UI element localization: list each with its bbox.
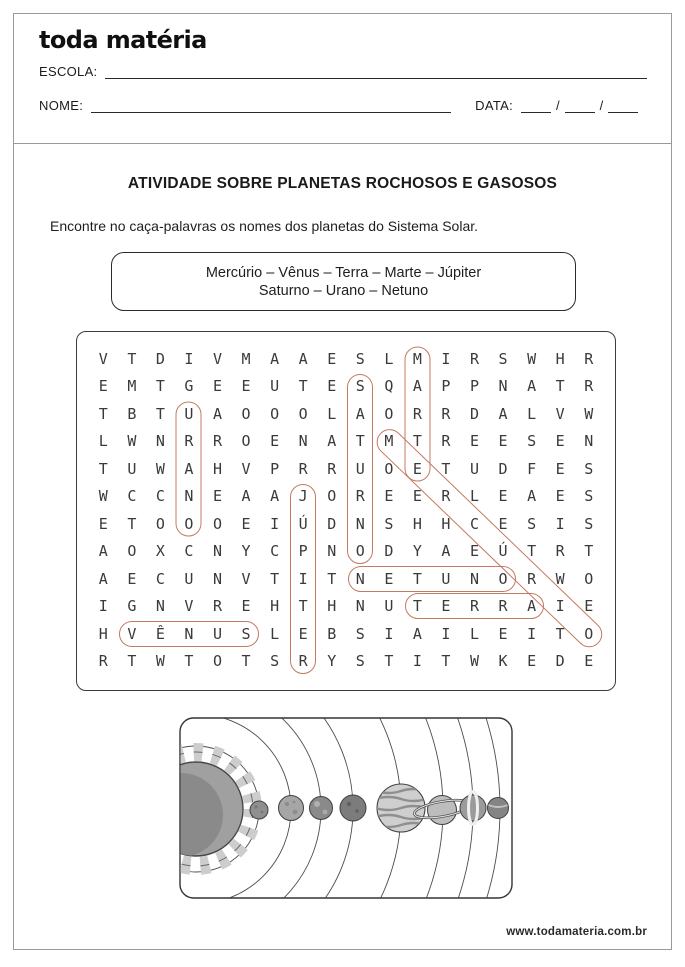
grid-letter: L bbox=[98, 432, 108, 451]
grid-letter: A bbox=[298, 349, 308, 368]
page-border bbox=[13, 13, 672, 950]
grid-letter: T bbox=[298, 377, 308, 396]
grid-letter: L bbox=[527, 404, 537, 423]
grid-letter: W bbox=[155, 652, 165, 671]
grid-letter: T bbox=[412, 597, 422, 616]
grid-letter: I bbox=[555, 597, 565, 616]
grid-letter: S bbox=[527, 514, 537, 533]
grid-letter: I bbox=[555, 514, 565, 533]
grid-letter: U bbox=[469, 459, 479, 478]
grid-letter: N bbox=[184, 624, 194, 643]
grid-letter: W bbox=[584, 404, 594, 423]
grid-letter: T bbox=[184, 652, 194, 671]
grid-letter: T bbox=[555, 377, 565, 396]
grid-letter: T bbox=[412, 432, 422, 451]
grid-letter: V bbox=[184, 597, 194, 616]
grid-letter: E bbox=[298, 624, 308, 643]
grid-letter: V bbox=[212, 349, 222, 368]
grid-letter: O bbox=[155, 514, 165, 533]
planet-earth-icon bbox=[310, 797, 333, 820]
grid-letter: S bbox=[584, 459, 594, 478]
date-slash: / bbox=[555, 98, 560, 113]
grid-letter: A bbox=[527, 487, 537, 506]
grid-letter: W bbox=[469, 652, 479, 671]
word-bank-line-1: Mercúrio – Vênus – Terra – Marte – Júpiter bbox=[205, 264, 482, 281]
grid-letter: F bbox=[527, 459, 537, 478]
grid-letter: E bbox=[412, 487, 422, 506]
grid-letter: A bbox=[498, 404, 508, 423]
grid-letter: E bbox=[384, 569, 394, 588]
grid-letter: H bbox=[212, 459, 222, 478]
name-label: NOME: bbox=[39, 98, 84, 113]
grid-letter: T bbox=[155, 377, 165, 396]
grid-letter: R bbox=[441, 487, 451, 506]
grid-letter: M bbox=[241, 349, 251, 368]
grid-letter: D bbox=[555, 652, 565, 671]
grid-letter: R bbox=[584, 349, 594, 368]
grid-letter: A bbox=[527, 597, 537, 616]
brand-logo: toda matéria bbox=[39, 26, 207, 54]
grid-letter: A bbox=[184, 459, 194, 478]
grid-letter: O bbox=[327, 487, 337, 506]
grid-letter: S bbox=[584, 487, 594, 506]
grid-letter: C bbox=[469, 514, 479, 533]
planet-neptune-icon bbox=[488, 798, 509, 819]
grid-letter: O bbox=[498, 569, 508, 588]
grid-letter: S bbox=[355, 377, 365, 396]
grid-letter: T bbox=[412, 569, 422, 588]
word-bank-box bbox=[111, 252, 576, 311]
grid-letter: N bbox=[155, 432, 165, 451]
grid-letter: N bbox=[498, 377, 508, 396]
grid-letter: L bbox=[384, 349, 394, 368]
grid-letter: E bbox=[241, 377, 251, 396]
grid-letter: S bbox=[241, 624, 251, 643]
grid-letter: D bbox=[384, 542, 394, 561]
grid-letter: W bbox=[127, 432, 137, 451]
grid-letter: I bbox=[384, 624, 394, 643]
grid-letter: U bbox=[127, 459, 137, 478]
grid-letter: E bbox=[555, 487, 565, 506]
grid-letter: W bbox=[555, 569, 565, 588]
grid-letter: R bbox=[212, 597, 222, 616]
grid-letter: D bbox=[498, 459, 508, 478]
grid-letter: A bbox=[327, 432, 337, 451]
grid-letter: R bbox=[584, 377, 594, 396]
grid-letter: T bbox=[155, 404, 165, 423]
grid-letter: N bbox=[469, 569, 479, 588]
grid-letter: D bbox=[469, 404, 479, 423]
grid-letter: V bbox=[127, 624, 137, 643]
grid-letter: C bbox=[155, 487, 165, 506]
date-day-line[interactable] bbox=[521, 97, 551, 113]
grid-letter: C bbox=[155, 569, 165, 588]
grid-letter: U bbox=[355, 459, 365, 478]
grid-letter: O bbox=[212, 652, 222, 671]
grid-letter: R bbox=[527, 569, 537, 588]
grid-letter: S bbox=[498, 349, 508, 368]
grid-letter: T bbox=[98, 459, 108, 478]
grid-letter: R bbox=[498, 597, 508, 616]
grid-letter: H bbox=[327, 597, 337, 616]
grid-letter: O bbox=[127, 542, 137, 561]
grid-letter: N bbox=[355, 569, 365, 588]
grid-letter: T bbox=[127, 349, 137, 368]
grid-letter: T bbox=[555, 624, 565, 643]
grid-letter: M bbox=[412, 349, 422, 368]
grid-letter: H bbox=[98, 624, 108, 643]
name-input-line[interactable] bbox=[91, 98, 451, 113]
grid-letter: E bbox=[498, 624, 508, 643]
grid-letter: B bbox=[127, 404, 137, 423]
grid-letter: L bbox=[327, 404, 337, 423]
grid-letter: T bbox=[527, 542, 537, 561]
date-year-line[interactable] bbox=[608, 97, 638, 113]
grid-letter: E bbox=[98, 377, 108, 396]
header bbox=[14, 14, 671, 144]
grid-letter: T bbox=[441, 652, 451, 671]
grid-letter: U bbox=[384, 597, 394, 616]
word-search-grid bbox=[89, 345, 603, 675]
grid-letter: E bbox=[584, 652, 594, 671]
grid-letter: A bbox=[270, 349, 280, 368]
grid-letter: M bbox=[384, 432, 394, 451]
grid-letter: A bbox=[412, 377, 422, 396]
grid-letter: W bbox=[98, 487, 108, 506]
grid-letter: T bbox=[127, 652, 137, 671]
grid-letter: I bbox=[98, 597, 108, 616]
grid-letter: L bbox=[270, 624, 280, 643]
grid-letter: A bbox=[441, 542, 451, 561]
grid-letter: I bbox=[184, 349, 194, 368]
grid-letter: E bbox=[127, 569, 137, 588]
grid-letter: T bbox=[384, 652, 394, 671]
grid-letter: I bbox=[441, 624, 451, 643]
grid-letter: P bbox=[441, 377, 451, 396]
grid-letter: T bbox=[327, 569, 337, 588]
grid-letter: O bbox=[184, 514, 194, 533]
grid-letter: P bbox=[270, 459, 280, 478]
grid-letter: R bbox=[298, 459, 308, 478]
grid-letter: C bbox=[184, 542, 194, 561]
grid-letter: N bbox=[155, 597, 165, 616]
grid-letter: N bbox=[298, 432, 308, 451]
grid-letter: E bbox=[212, 377, 222, 396]
grid-letter: V bbox=[555, 404, 565, 423]
grid-letter: O bbox=[298, 404, 308, 423]
grid-letter: H bbox=[412, 514, 422, 533]
grid-letter: E bbox=[441, 597, 451, 616]
content bbox=[14, 144, 671, 949]
grid-letter: E bbox=[212, 487, 222, 506]
grid-letter: O bbox=[584, 569, 594, 588]
grid-letter: Y bbox=[327, 652, 337, 671]
grid-letter: T bbox=[127, 514, 137, 533]
grid-letter: Ú bbox=[498, 542, 508, 561]
grid-letter: W bbox=[155, 459, 165, 478]
grid-letter: N bbox=[584, 432, 594, 451]
grid-letter: K bbox=[498, 652, 508, 671]
grid-letter: O bbox=[584, 624, 594, 643]
grid-letter: Q bbox=[384, 377, 394, 396]
grid-letter: E bbox=[498, 432, 508, 451]
date-month-line[interactable] bbox=[565, 97, 595, 113]
grid-letter: R bbox=[441, 432, 451, 451]
grid-letter: E bbox=[527, 652, 537, 671]
name-date-row bbox=[39, 97, 647, 113]
grid-letter: U bbox=[184, 404, 194, 423]
grid-letter: S bbox=[355, 652, 365, 671]
grid-letter: V bbox=[241, 569, 251, 588]
grid-letter: C bbox=[270, 542, 280, 561]
grid-letter: T bbox=[241, 652, 251, 671]
grid-letter: U bbox=[270, 377, 280, 396]
grid-letter: W bbox=[527, 349, 537, 368]
grid-letter: R bbox=[441, 404, 451, 423]
grid-letter: N bbox=[327, 542, 337, 561]
grid-letter: S bbox=[355, 624, 365, 643]
grid-letter: D bbox=[155, 349, 165, 368]
grid-letter: E bbox=[98, 514, 108, 533]
grid-letter: E bbox=[327, 349, 337, 368]
grid-letter: Ú bbox=[298, 514, 308, 533]
word-bank-line-2: Saturno – Urano – Netuno bbox=[258, 282, 429, 299]
grid-letter: E bbox=[412, 459, 422, 478]
grid-letter: P bbox=[298, 542, 308, 561]
grid-letter: U bbox=[212, 624, 222, 643]
grid-letter: P bbox=[469, 377, 479, 396]
grid-letter: E bbox=[555, 432, 565, 451]
grid-letter: A bbox=[527, 377, 537, 396]
grid-letter: N bbox=[184, 487, 194, 506]
grid-letter: I bbox=[298, 569, 308, 588]
grid-letter: E bbox=[498, 487, 508, 506]
grid-letter: T bbox=[584, 542, 594, 561]
grid-letter: A bbox=[270, 487, 280, 506]
grid-letter: O bbox=[384, 404, 394, 423]
grid-letter: O bbox=[270, 404, 280, 423]
grid-letter: G bbox=[184, 377, 194, 396]
grid-letter: A bbox=[355, 404, 365, 423]
page-title: ATIVIDADE SOBRE PLANETAS ROCHOSOS E GASOSOS bbox=[127, 175, 558, 192]
grid-letter: E bbox=[584, 597, 594, 616]
grid-letter: Y bbox=[412, 542, 422, 561]
grid-letter: N bbox=[212, 542, 222, 561]
grid-letter: R bbox=[555, 542, 565, 561]
grid-letter: I bbox=[270, 514, 280, 533]
grid-letter: N bbox=[212, 569, 222, 588]
school-row bbox=[39, 64, 647, 79]
grid-letter: R bbox=[469, 349, 479, 368]
date-label: DATA: bbox=[475, 98, 513, 113]
grid-letter: A bbox=[241, 487, 251, 506]
grid-letter: R bbox=[298, 652, 308, 671]
grid-letter: O bbox=[384, 459, 394, 478]
school-input-line[interactable] bbox=[105, 64, 647, 79]
grid-letter: U bbox=[184, 569, 194, 588]
grid-letter: B bbox=[327, 624, 337, 643]
grid-letter: H bbox=[441, 514, 451, 533]
planet-mercury-icon bbox=[250, 801, 268, 819]
grid-letter: O bbox=[212, 514, 222, 533]
grid-letter: S bbox=[355, 349, 365, 368]
grid-letter: E bbox=[469, 432, 479, 451]
grid-letter: E bbox=[270, 432, 280, 451]
grid-letter: N bbox=[355, 514, 365, 533]
grid-letter: S bbox=[384, 514, 394, 533]
date-slash: / bbox=[599, 98, 604, 113]
grid-letter: R bbox=[212, 432, 222, 451]
grid-letter: I bbox=[412, 652, 422, 671]
planet-venus-icon bbox=[279, 796, 304, 821]
grid-letter: A bbox=[98, 569, 108, 588]
grid-letter: X bbox=[155, 542, 165, 561]
grid-letter: I bbox=[527, 624, 537, 643]
instruction-text: Encontre no caça-palavras os nomes dos planetas do Sistema Solar. bbox=[50, 218, 479, 234]
grid-letter: O bbox=[241, 404, 251, 423]
grid-letter: R bbox=[412, 404, 422, 423]
website-url: www.todamateria.com.br bbox=[506, 926, 647, 938]
grid-letter: Y bbox=[241, 542, 251, 561]
grid-letter: V bbox=[98, 349, 108, 368]
grid-letter: H bbox=[555, 349, 565, 368]
grid-letter: E bbox=[241, 514, 251, 533]
grid-letter: V bbox=[241, 459, 251, 478]
grid-letter: T bbox=[355, 432, 365, 451]
grid-letter: T bbox=[441, 459, 451, 478]
grid-letter: T bbox=[270, 569, 280, 588]
grid-letter: R bbox=[355, 487, 365, 506]
grid-letter: R bbox=[184, 432, 194, 451]
grid-letter: C bbox=[127, 487, 137, 506]
grid-letter: I bbox=[441, 349, 451, 368]
grid-letter: L bbox=[469, 624, 479, 643]
grid-letter: U bbox=[441, 569, 451, 588]
grid-letter: T bbox=[298, 597, 308, 616]
grid-letter: L bbox=[469, 487, 479, 506]
grid-letter: H bbox=[270, 597, 280, 616]
grid-letter: G bbox=[127, 597, 137, 616]
grid-letter: J bbox=[298, 487, 308, 506]
grid-letter: N bbox=[355, 597, 365, 616]
grid-letter: O bbox=[355, 542, 365, 561]
grid-letter: S bbox=[584, 514, 594, 533]
planet-mars-icon bbox=[340, 795, 366, 821]
grid-letter: E bbox=[241, 597, 251, 616]
grid-letter: O bbox=[241, 432, 251, 451]
grid-letter: A bbox=[98, 542, 108, 561]
grid-letter: R bbox=[98, 652, 108, 671]
solar-system-illustration bbox=[179, 717, 513, 899]
grid-letter: Ê bbox=[155, 624, 165, 643]
grid-letter: D bbox=[327, 514, 337, 533]
grid-letter: E bbox=[327, 377, 337, 396]
grid-letter: A bbox=[212, 404, 222, 423]
grid-letter: M bbox=[127, 377, 137, 396]
grid-letter: R bbox=[327, 459, 337, 478]
grid-letter: R bbox=[469, 597, 479, 616]
grid-letter: E bbox=[555, 459, 565, 478]
grid-letter: E bbox=[498, 514, 508, 533]
school-label: ESCOLA: bbox=[39, 64, 98, 79]
grid-letter: S bbox=[527, 432, 537, 451]
grid-letter: T bbox=[98, 404, 108, 423]
grid-letter: E bbox=[469, 542, 479, 561]
grid-letter: E bbox=[384, 487, 394, 506]
grid-letter: A bbox=[412, 624, 422, 643]
grid-letter: S bbox=[270, 652, 280, 671]
